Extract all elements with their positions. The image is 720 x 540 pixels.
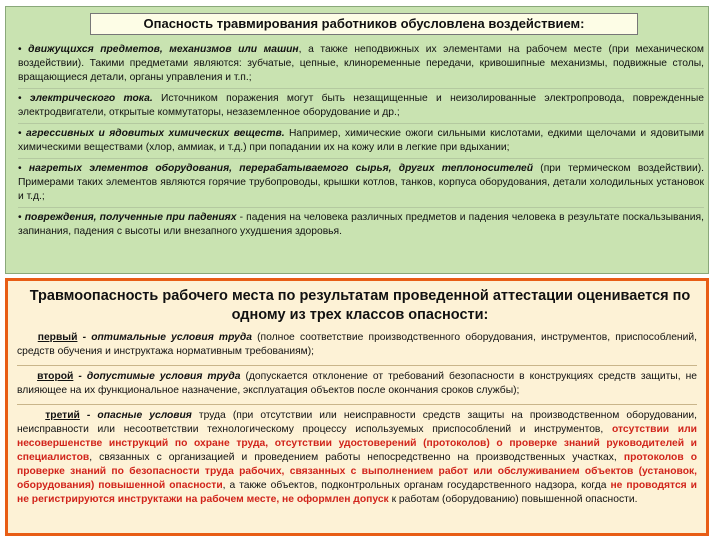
highlight-text: не проводятся и не регистрируются инструктажи на рабочем месте, не оформлен допуск (17, 480, 697, 505)
item-heading: повреждения, полученные при падениях (21, 212, 237, 223)
hazard-classes-panel (5, 278, 709, 536)
item-text: Источником поражения могут быть незащищенные и неизолированные электропровода, поврежденные электродвигатели, открытые коммутаторы, незаземленное оборудование и др.; (18, 93, 704, 118)
highlight-text: отсутствии или несовершенстве инструкций по охране труда, отсутствии удостоверений (протоколов) о проверке знаний руководителей и специалистов (17, 424, 697, 463)
item-heading: нагретых элементов оборудования, перерабатываемого сырья, других теплоносителей (21, 163, 533, 174)
class-heading: - оптимальные условия труда (77, 332, 252, 343)
class-third (17, 407, 697, 511)
class-text: (допускается отклонение от требований безопасности в конструкциях средств защиты, не влияющее на их функциональное назначение, эксплуатация объектов после окончания сроков службы); (17, 371, 697, 396)
hazard-classes-list (17, 329, 697, 511)
bullet: • (18, 93, 22, 104)
hazard-classes-title: Травмоопасность рабочего места по результатам проведенной аттестации оценивается по одному из трех классов опасности: (29, 288, 691, 323)
bullet: • (18, 212, 22, 223)
list-item (18, 89, 704, 124)
list-item (18, 124, 704, 159)
bullet: • (18, 128, 22, 139)
item-text: Например, химические ожоги сильными кислотами, едкими щелочами и ядовитыми химическими веществами (хлор, аммиак, и т.д.) при попадании их на кожу или в легкие при вдыхании; (18, 128, 704, 153)
class-heading: - опасные условия (79, 410, 192, 421)
item-text: , а также неподвижных их элементами на рабочем месте (при механическом воздействии). Такими предметами являются: зубчатые, цепные, клиноременные передачи, кривошипные механизмы, подвижные столы, вращающиеся детали, органы управления и т.п.; (18, 44, 704, 83)
list-item (18, 40, 704, 89)
class-first (17, 329, 697, 363)
class-name: второй (37, 371, 74, 382)
class-text: , а также объектов, подконтрольных органам государственного надзора, когда (222, 480, 611, 491)
list-item (18, 208, 704, 242)
divider (17, 404, 697, 405)
divider (17, 365, 697, 366)
class-second (17, 368, 697, 402)
list-item (18, 159, 704, 208)
hazards-list (18, 40, 704, 242)
item-heading: движущихся предметов, механизмов или машин (21, 44, 299, 55)
hazards-title: Опасность травмирования работников обусловлена воздействием: (90, 13, 638, 35)
class-text: к работам (оборудованию) повышенной опасности. (388, 494, 638, 505)
class-text: труда (при отсутствии или неисправности средств защиты на производственном оборудовании, неисправности или несоответствии технологическому процессу используемых приспособлений и инструментов, (17, 410, 697, 435)
class-text: , связанных с организацией и проведением работы непосредственно на производственных участках, (89, 452, 624, 463)
item-text: (при термическом воздействии). Примерами таких элементов являются горячие трубопроводы, крышки котлов, танков, корпуса оборудования, детали холодильных установок и т.д.; (18, 163, 704, 202)
hazards-panel (5, 6, 709, 274)
item-text: - падения на человека различных предметов и падения человека в результате поскальзывания, запинания, падения с высоты или внезапного ухудшения здоровья. (18, 212, 704, 237)
class-text: (полное соответствие производственного оборудования, инструментов, приспособлений, средств обучения и инструктажа нормативным требованиям); (17, 332, 697, 357)
highlight-text: протоколов о проверке знаний по безопасности труда рабочих, связанных с выполнением работ или обслуживанием объектов (установок, оборудования) повышенной опасности (17, 452, 697, 491)
class-name: первый (37, 332, 78, 343)
class-heading: - допустимые условия труда (73, 371, 241, 382)
class-name: третий (45, 410, 80, 421)
item-heading: электрического тока. (21, 93, 153, 104)
bullet: • (18, 163, 22, 174)
item-heading: агрессивных и ядовитых химических веществ. (21, 128, 285, 139)
bullet: • (18, 44, 22, 55)
